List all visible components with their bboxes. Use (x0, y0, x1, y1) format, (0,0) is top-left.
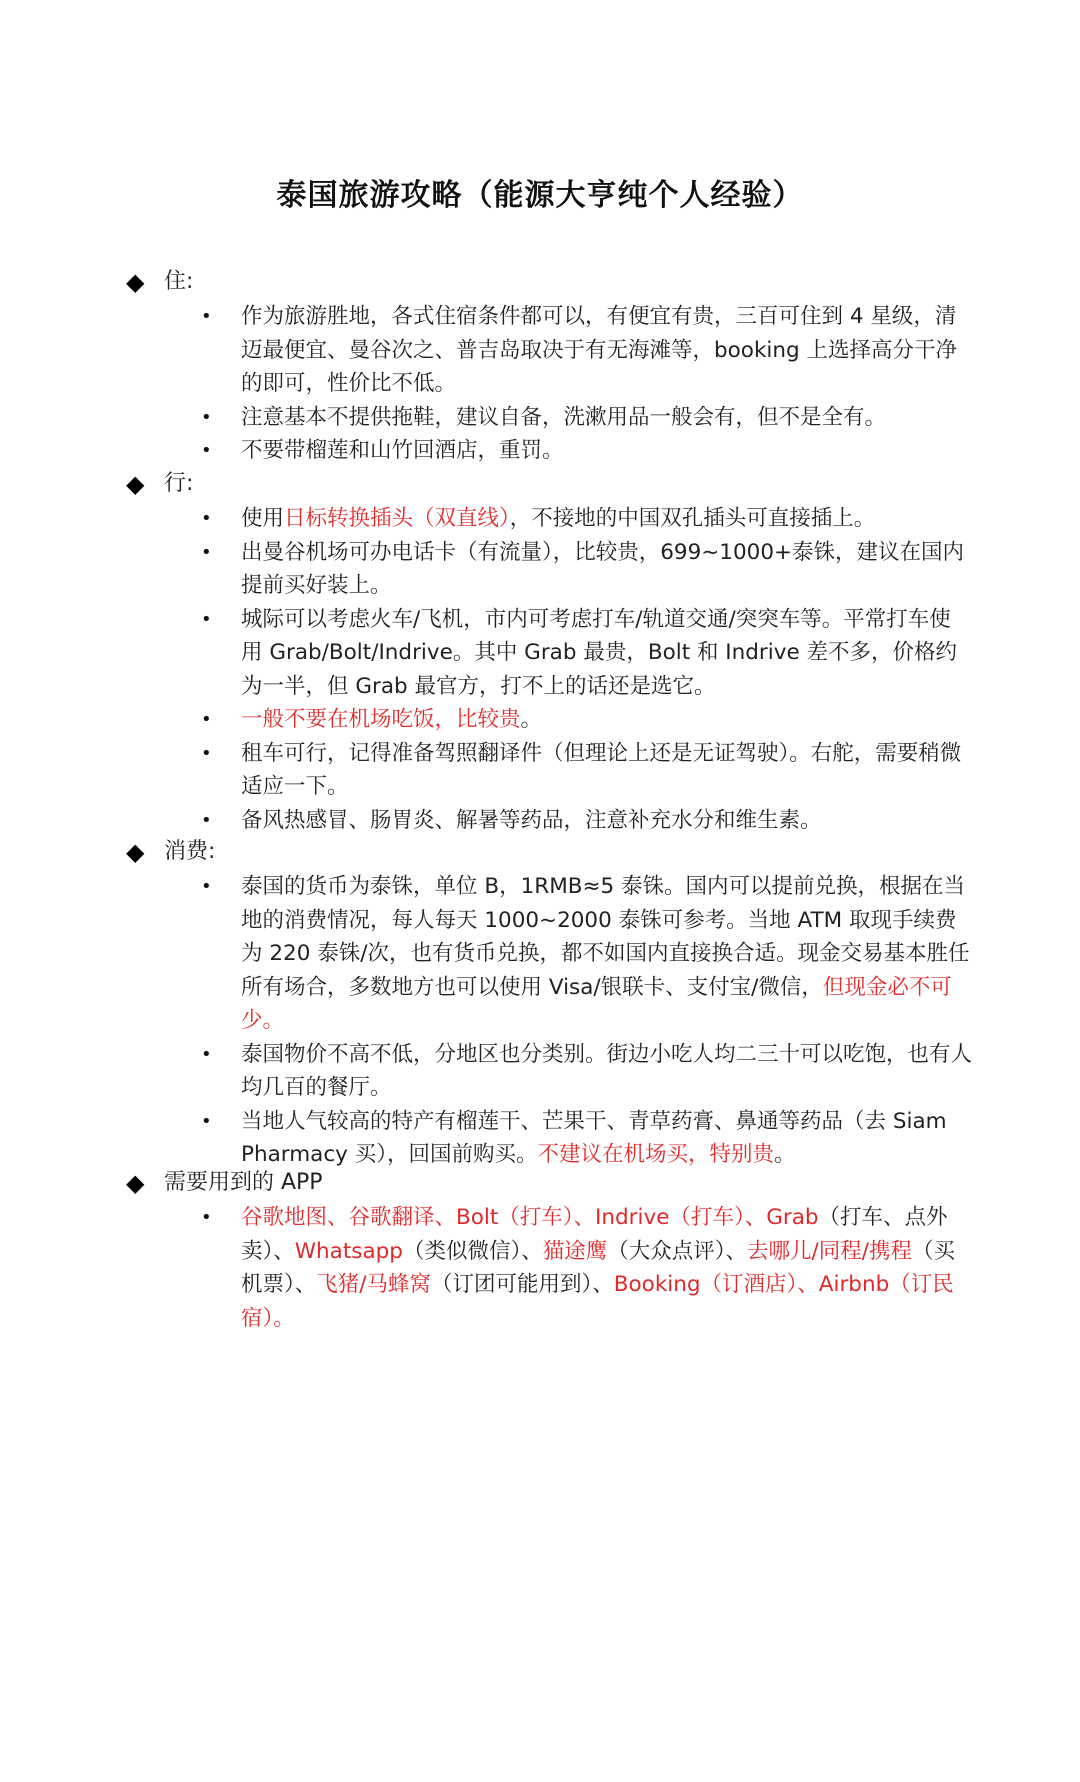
dot-bullet-icon: • (201, 1110, 212, 1132)
body-text: 出曼谷机场可办电话卡（有流量），比较贵，699~1000+泰铢，建议在国内提前买好装上。 (241, 539, 965, 598)
body-text: 租车可行，记得准备驾照翻译件（但理论上还是无证驾驶）。右舵，需要稍微适应一下。 (241, 740, 962, 799)
section-label: 行: (164, 471, 194, 496)
body-text: （订团可能用到）、 (431, 1272, 614, 1297)
list-item (0, 703, 1080, 737)
section-label: 消费: (164, 839, 216, 864)
section-stay (0, 266, 1080, 468)
highlighted-text: Whatsapp (294, 1238, 403, 1264)
page-title: 泰国旅游攻略（能源大亨纯个人经验） (276, 178, 804, 213)
dot-bullet-icon: • (201, 809, 212, 831)
body-text: 当地人气较高的特产有榴莲干、芒果干、青草药膏、鼻通等药品（去 Siam Pharmacy 买），回国前购买。 (241, 1108, 947, 1167)
list-item (0, 603, 1080, 704)
body-text: 不要带榴莲和山竹回酒店，重罚。 (241, 438, 564, 463)
body-text: （大众点评）、 (607, 1238, 747, 1264)
bullet-list (0, 1201, 1080, 1335)
list-item (0, 300, 1080, 401)
list-item (0, 1038, 1080, 1105)
body-text: （买机票）、 (241, 1238, 955, 1297)
section-heading (0, 266, 1080, 300)
section-heading (0, 1167, 1080, 1201)
dot-bullet-icon: • (201, 876, 212, 897)
dot-bullet-icon: • (201, 1043, 212, 1065)
list-item (0, 502, 1080, 536)
list-item (0, 737, 1080, 804)
dot-bullet-icon: • (201, 541, 212, 563)
list-item (0, 804, 1080, 838)
section-heading (0, 836, 1080, 870)
section-transport (0, 468, 1080, 837)
list-item (0, 1105, 1080, 1172)
section-label: 需要用到的 APP (164, 1170, 323, 1195)
highlighted-text: 一般不要在机场吃饭，比较贵 (241, 707, 521, 732)
body-text: 。 (520, 707, 543, 732)
dot-bullet-icon: • (201, 440, 212, 461)
body-text: 作为旅游胜地，各式住宿条件都可以，有便宜有贵，三百可住到 4 星级，清迈最便宜、曼谷次之、普吉岛取决于有无海滩等，booking 上选择高分干净的即可，性价比不低。 (241, 304, 957, 396)
dot-bullet-icon: • (201, 508, 212, 529)
list-item (0, 536, 1080, 603)
list-item (0, 870, 1080, 1038)
diamond-bullet-icon: ◆ (126, 1169, 145, 1197)
body-text: 泰国物价不高不低，分地区也分类别。街边小吃人均二三十可以吃饱，也有人均几百的餐厅。 (241, 1041, 973, 1100)
highlighted-text: 飞猪/马蜂窝 (316, 1272, 432, 1297)
list-item (0, 401, 1080, 435)
body-text: 城际可以考虑火车/飞机，市内可考虑打车/轨道交通/突突车等。平常打车使用 Grab/Bolt/Indrive。其中 Grab 最贵，Bolt 和 Indrive 差不多，价格约为一半，但 Grab 最官方，打不上的话还是选它。 (241, 606, 958, 699)
body-text: ，不接地的中国双孔插头可直接插上。 (509, 506, 876, 531)
highlighted-text: 猫途鹰 (542, 1238, 608, 1264)
bullet-list (0, 502, 1080, 837)
section-spending (0, 836, 1080, 1172)
highlighted-text: 谷歌地图、谷歌翻译、Bolt（打车）、Indrive（打车）、Grab (241, 1205, 819, 1230)
dot-bullet-icon: • (201, 742, 212, 764)
body-text: （打车、点外卖）、 (241, 1205, 948, 1264)
list-item (0, 1201, 1080, 1335)
highlighted-text: 不建议在机场买，特别贵 (537, 1142, 774, 1167)
dot-bullet-icon: • (201, 1207, 212, 1228)
body-text: 注意基本不提供拖鞋，建议自备，洗漱用品一般会有，但不是全有。 (241, 404, 887, 430)
dot-bullet-icon: • (201, 306, 212, 327)
diamond-bullet-icon: ◆ (126, 470, 145, 498)
body-text: 使用 (241, 506, 285, 531)
dot-bullet-icon: • (201, 406, 212, 428)
bullet-list (0, 870, 1080, 1172)
section-apps (0, 1167, 1080, 1335)
section-heading (0, 468, 1080, 502)
highlighted-text: 日标转换插头（双直线） (284, 506, 510, 531)
list-item (0, 434, 1080, 468)
diamond-bullet-icon: ◆ (126, 268, 145, 296)
section-label: 住: (164, 269, 194, 294)
body-text: 泰国的货币为泰铢，单位 B，1RMB≈5 泰铢。国内可以提前兑换，根据在当地的消费情况，每人每天 1000~2000 泰铢可参考。当地 ATM 取现手续费为 220 泰铢/次，也有货币兑换，都不如国内直接换合适。现金交易基本胜任所有场合，多数地方也可以使用 Visa/银联卡、支付宝/微信， (241, 874, 970, 1000)
body-text: 备风热感冒、肠胃炎、解暑等药品，注意补充水分和维生素。 (241, 807, 822, 833)
highlighted-text: 但现金必不可少。 (241, 974, 952, 1033)
body-text: （类似微信）、 (402, 1238, 543, 1264)
dot-bullet-icon: • (201, 608, 212, 630)
bullet-list (0, 300, 1080, 468)
highlighted-text: Booking（订酒店）、Airbnb（订民宿）。 (241, 1272, 954, 1331)
diamond-bullet-icon: ◆ (126, 838, 145, 866)
highlighted-text: 去哪儿/同程/携程 (746, 1238, 912, 1264)
body-text: 。 (774, 1142, 796, 1167)
dot-bullet-icon: • (201, 709, 212, 730)
